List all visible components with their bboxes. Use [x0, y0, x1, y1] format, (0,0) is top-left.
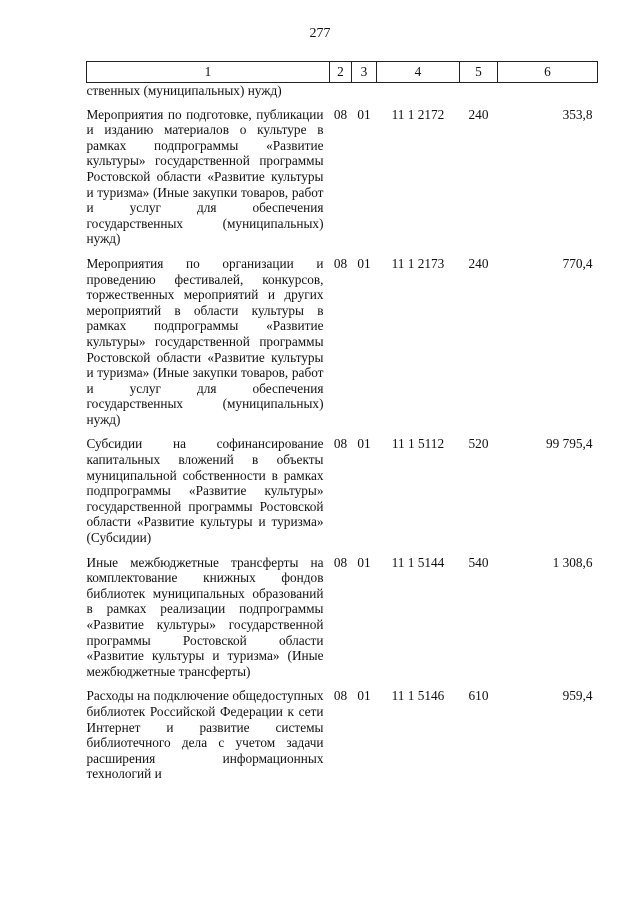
page-number: 277	[309, 26, 331, 41]
table-header-row	[87, 62, 598, 83]
row-name: Субсидии на софинансирование капитальных вложений в объекты муниципальной собственности в рамках подпрограммы «Развитие культуры» государственной программы Ростовской области «Развитие культуры и туризма» (Субсидии)	[86, 436, 324, 546]
header-cell-2: 2	[330, 62, 352, 83]
row-section: 08	[333, 106, 348, 122]
row-target-code: 11 1 2172	[391, 106, 445, 122]
row-name: Расходы на подключение общедоступных библиотек Российской Федерации к сети Интернет и развитие системы библиотечного дела с учетом задачи расширения информационных технологий и	[86, 688, 324, 782]
row-amount: 99 795,4	[545, 436, 593, 452]
row-expense-type: 240	[468, 106, 489, 122]
table-row	[87, 555, 598, 689]
row-target-code: 11 1 5146	[391, 688, 445, 704]
row-section: 08	[333, 436, 348, 452]
row-name: Мероприятия по подготовке, публикации и изданию материалов о культуре в рамках подпрограммы «Развитие культуры» государственной программы Ростовской области «Развитие культуры и туризма» (Иные закупки товаров, работ и услуг для обеспечения государственных (муниципальных) нужд)	[86, 106, 324, 247]
row-expense-type: 240	[468, 255, 489, 271]
table-row	[87, 436, 598, 554]
row-expense-type: 520	[468, 436, 489, 452]
row-name: Иные межбюджетные трансферты на комплектование книжных фондов библиотек муниципальных образований в рамках реализации подпрограммы «Развитие культуры» государственной программы Ростовской области «Развитие культуры и туризма» (Иные межбюджетные трансферты)	[86, 554, 324, 679]
header-cell-1: 1	[87, 62, 330, 83]
row-subsection: 01	[357, 688, 371, 704]
continuation-row	[87, 83, 598, 107]
header-cell-3: 3	[352, 62, 377, 83]
table-row	[87, 688, 598, 791]
row-section: 08	[333, 688, 348, 704]
header-cell-5: 5	[460, 62, 498, 83]
row-subsection: 01	[357, 255, 371, 271]
header-cell-6: 6	[498, 62, 598, 83]
row-amount: 353,8	[562, 106, 593, 122]
row-section: 08	[333, 255, 348, 271]
row-name: Мероприятия по организации и проведению фестивалей, конкурсов, торжественных мероприятий и других мероприятий в области культуры в рамках подпрограммы «Развитие культуры» государственной программы Ростовской области «Развитие культуры и туризма» (Иные закупки товаров, работ и услуг для обеспечения государственных (муниципальных) нужд)	[86, 255, 324, 427]
row-target-code: 11 1 2173	[391, 255, 445, 271]
row-target-code: 11 1 5112	[391, 436, 445, 452]
budget-table	[86, 61, 598, 791]
row-target-code: 11 1 5144	[391, 554, 445, 570]
table-row	[87, 107, 598, 256]
row-expense-type: 540	[468, 554, 489, 570]
row-amount: 770,4	[562, 255, 593, 271]
row-amount: 1 308,6	[552, 554, 593, 570]
row-subsection: 01	[357, 554, 371, 570]
row-section: 08	[333, 554, 348, 570]
continuation-text: ственных (муниципальных) нужд)	[86, 83, 282, 98]
row-subsection: 01	[357, 106, 371, 122]
row-amount: 959,4	[562, 688, 593, 704]
row-subsection: 01	[357, 436, 371, 452]
header-cell-4: 4	[377, 62, 460, 83]
table-row	[87, 256, 598, 437]
row-expense-type: 610	[468, 688, 489, 704]
